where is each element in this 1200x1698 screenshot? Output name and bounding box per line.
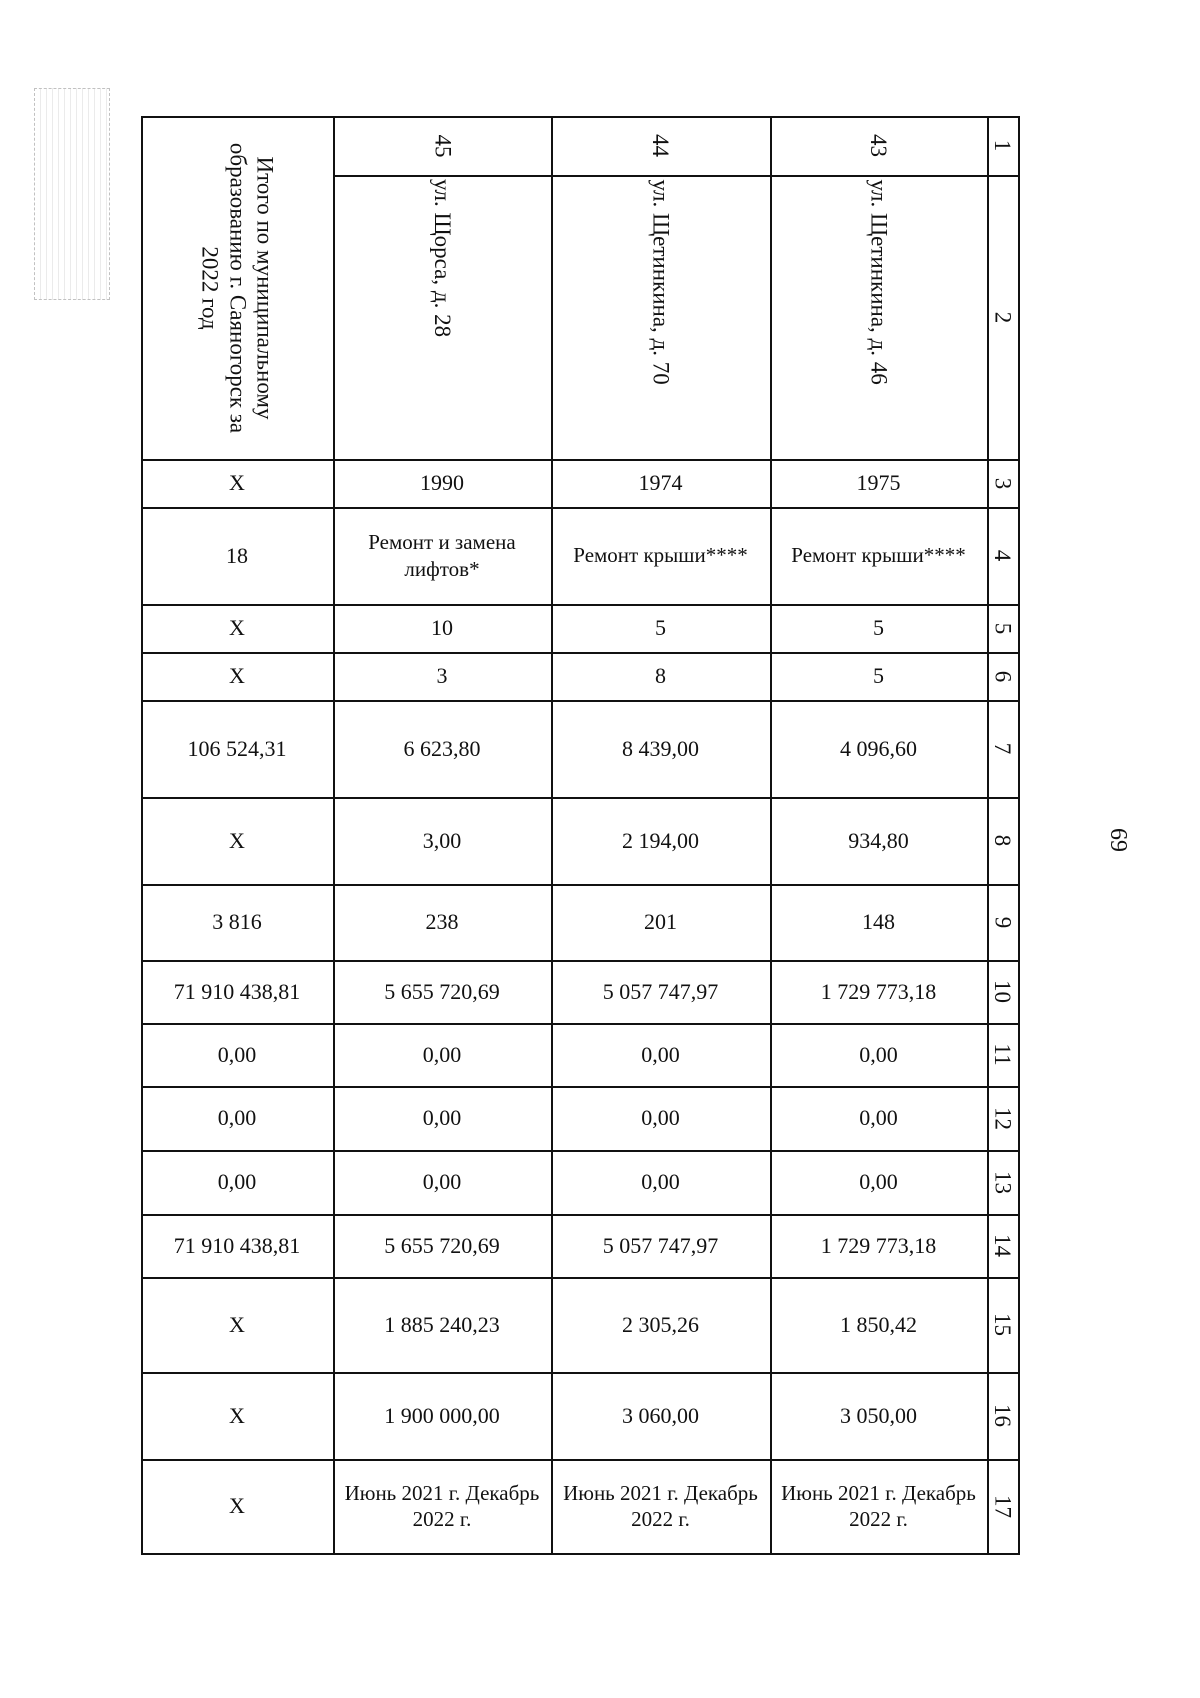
table-cell: 0,00 [422,1041,462,1067]
total-label: Итого по муниципальному образованию г. Саяногорск за 2022 год [197,142,278,433]
row-address: ул. Щорса, д. 28 [429,179,455,338]
table-cell: 0,00 [859,1041,898,1067]
table-cell: 5 057 747,97 [602,1232,719,1258]
table-cell: 1975 [856,470,901,496]
row-number: 45 [429,134,455,157]
table-cell: Июнь 2021 г. Декабрь 2022 г. [344,1480,540,1531]
row-number: 44 [648,134,674,157]
column-number: 2 [990,311,1016,323]
total-cell: 106 524,31 [187,735,287,761]
column-number: 1 [990,139,1016,152]
column-number: 10 [990,980,1016,1003]
table-cell: 1 729 773,18 [820,1232,937,1258]
table-cell: 238 [425,909,459,935]
table-cell: 3,00 [422,827,462,853]
total-cell: 18 [226,542,248,568]
table-cell: 4 096,60 [840,735,917,761]
table-cell: 2 305,26 [622,1311,699,1337]
total-cell: 0,00 [217,1105,257,1131]
table-cell: 3 060,00 [622,1402,699,1428]
total-cell: 0,00 [217,1169,257,1195]
table-cell: 0,00 [641,1169,680,1195]
table-cell: 0,00 [641,1105,680,1131]
row-number: 43 [866,134,892,157]
table-cell: Ремонт и замена лифтов* [368,530,516,581]
table-cell: Ремонт крыши**** [791,543,966,568]
column-number: 4 [990,549,1016,562]
page-number: 69 [1105,828,1132,852]
row-address: ул. Щетинкина, д. 70 [648,179,674,385]
column-number: 12 [990,1106,1016,1130]
table-cell: 5 [873,663,884,689]
table-cell: 1 885 240,23 [384,1311,500,1337]
total-cell: X [229,1402,245,1428]
table-cell: 5 655 720,69 [384,978,500,1004]
table-cell: Ремонт крыши**** [573,543,748,568]
table-cell: 5 655 720,69 [384,1232,500,1258]
total-cell: 71 910 438,81 [173,1232,301,1258]
table-cell: 0,00 [641,1041,680,1067]
table-cell: 1990 [420,470,464,496]
column-number: 5 [990,622,1016,634]
table-cell: 3 050,00 [840,1402,917,1428]
table-cell: 0,00 [422,1105,462,1131]
column-number: 16 [990,1404,1016,1427]
table-cell: 5 [873,615,884,641]
table-cell: Июнь 2021 г. Декабрь 2022 г. [781,1480,976,1531]
total-cell: X [229,827,245,853]
column-number: 7 [990,742,1016,755]
total-cell: X [229,1311,245,1337]
table-cell: 934,80 [848,827,909,853]
column-number: 13 [990,1170,1016,1194]
total-cell: X [229,663,245,689]
table-cell: 5 057 747,97 [602,978,719,1004]
row-address: ул. Щетинкина, д. 46 [866,179,892,385]
table-rule [141,1553,1020,1555]
total-cell: X [229,1493,245,1519]
table-cell: 1 900 000,00 [384,1402,500,1428]
column-number: 9 [990,916,1016,928]
table-cell: Июнь 2021 г. Декабрь 2022 г. [563,1480,758,1531]
table-cell: 3 [436,663,448,689]
table-cell: 2 194,00 [622,827,699,853]
table-cell: 1974 [638,470,683,496]
column-number: 15 [990,1313,1016,1336]
table-cell: 8 [655,663,666,689]
table-cell: 0,00 [859,1105,898,1131]
table-cell: 0,00 [422,1169,462,1195]
column-number: 3 [990,477,1016,489]
table-cell: 5 [655,615,666,641]
table-cell: 1 729 773,18 [820,978,937,1004]
total-cell: 0,00 [217,1041,257,1067]
column-number: 14 [990,1234,1016,1257]
table-cell: 1 850,42 [840,1311,917,1337]
column-number: 17 [990,1494,1016,1518]
table-cell: 201 [644,909,677,935]
table-cell: 8 439,00 [622,735,699,761]
total-cell: X [229,615,245,641]
column-number: 8 [990,834,1016,847]
total-cell: 3 816 [212,909,262,935]
table-cell: 148 [862,909,895,935]
table-cell: 0,00 [859,1169,898,1195]
total-cell: 71 910 438,81 [173,978,301,1004]
table-cell: 6 623,80 [403,735,481,761]
total-cell: X [229,470,245,496]
column-number: 11 [990,1043,1016,1066]
column-number: 6 [990,670,1016,682]
table-cell: 10 [431,615,453,641]
